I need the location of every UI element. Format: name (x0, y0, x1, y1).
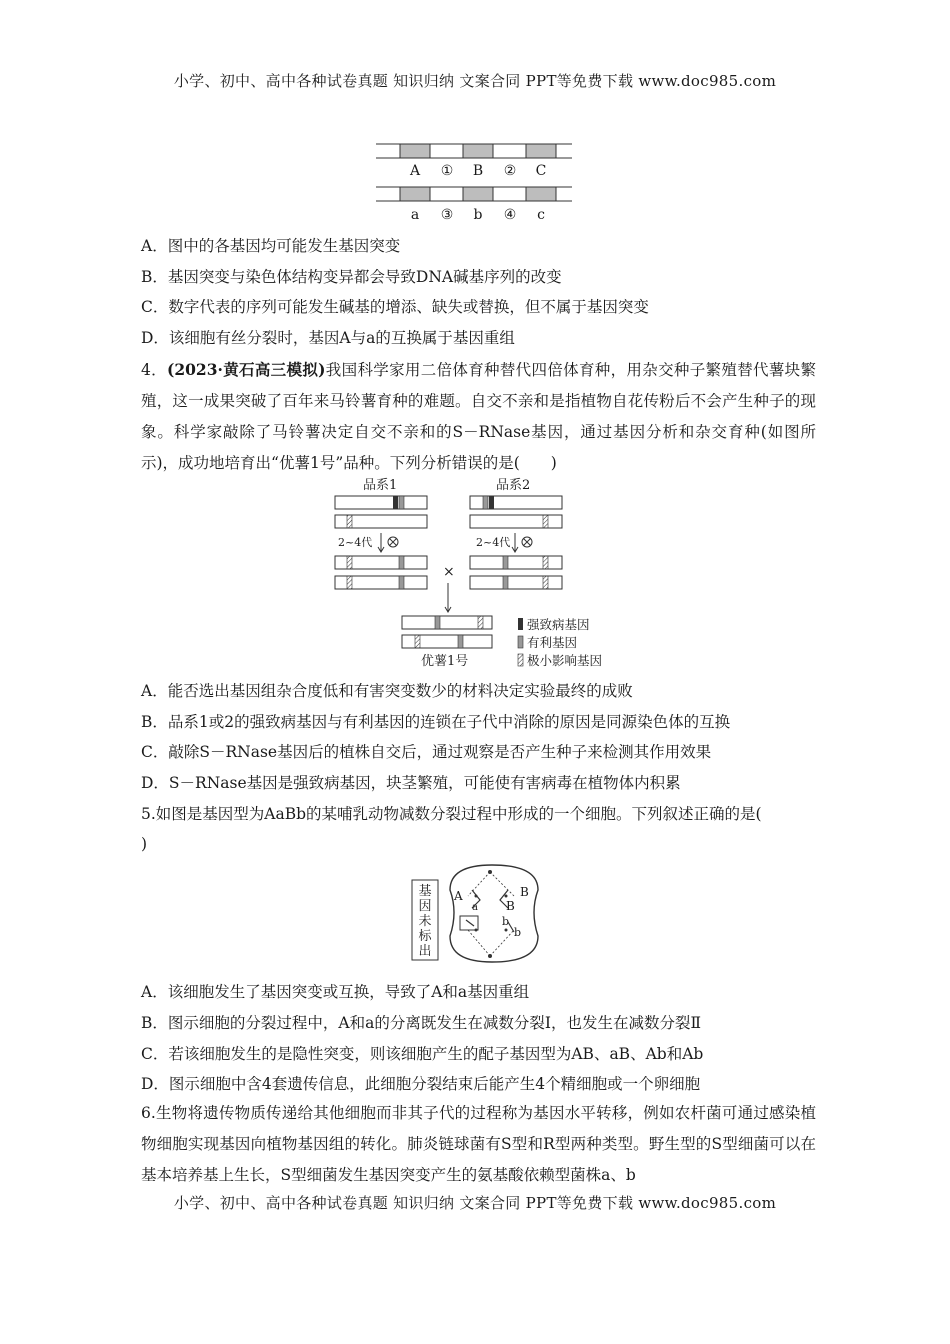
label-B: B (472, 163, 484, 179)
label-1: ① (440, 163, 454, 179)
label-A: A (409, 163, 421, 179)
label-a: a (410, 207, 420, 223)
gene-a: a (472, 902, 478, 913)
gene-A-block (400, 144, 430, 158)
legend-minor: 极小影响基因 (527, 653, 603, 668)
label-result: 优薯1号 (421, 654, 469, 669)
cross-symbol: × (443, 564, 455, 580)
q4-option-b: B．品系1或2的强致病基因与有利基因的连锁在子代中消除的原因是同源染色体的互换 (141, 713, 731, 731)
gene-b-1: b (502, 915, 510, 928)
label-c: c (537, 207, 545, 223)
q3-option-a: A．图中的各基因均可能发生基因突变 (141, 237, 401, 255)
label-4: ④ (503, 207, 517, 223)
label-C: C (535, 163, 547, 179)
gene-b-block (463, 187, 493, 201)
legend-strong-swatch (518, 618, 523, 630)
figure-breeding-diagram (333, 475, 633, 671)
q6-text: 6.生物将遗传物质传递给其他细胞而非其子代的过程称为基因水平转移，例如农杆菌可通过感染植物细胞实现基因向植物基因组的转化。肺炎链球菌有S型和R型两种类型。野生型的S型细菌可以在基本培养基上生长，S型细菌发生基因突变产生的氨基酸依赖型菌株a、b (141, 1104, 816, 1184)
q4-option-c: C．敲除S－RNase基因后的植株自交后，通过观察是否产生种子来检测其作用效果 (141, 743, 712, 761)
page-header: 小学、初中、高中各种试卷真题 知识归纳 文案合同 PPT等免费下载 www.doc985.com (173, 72, 777, 90)
gene-b-2: b (514, 926, 522, 939)
q3-option-c: C．数字代表的序列可能发生碱基的增添、缺失或替换，但不属于基因突变 (141, 298, 649, 316)
q4-option-d: D．S－RNase基因是强致病基因，块茎繁殖，可能使有害病毒在植物体内积累 (141, 774, 681, 792)
label-line2: 品系2 (496, 478, 531, 493)
label-gen2: 2~4代 (476, 536, 511, 549)
box-char-3: 未 (418, 914, 432, 929)
box-char-1: 基 (418, 884, 432, 899)
q3-option-b: B．基因突变与染色体结构变异都会导致DNA碱基序列的改变 (141, 268, 562, 286)
cell-outline (450, 865, 538, 962)
label-gen1: 2~4代 (338, 536, 373, 549)
gene-C-block (526, 144, 556, 158)
q5-option-b: B．图示细胞的分裂过程中，A和a的分离既发生在减数分裂Ⅰ，也发生在减数分裂Ⅱ (141, 1014, 701, 1032)
label-2: ② (503, 163, 517, 179)
gene-B-2: B (506, 899, 515, 913)
q4-number: 4． (141, 361, 168, 379)
figure-chromosome-pair (376, 141, 572, 225)
box-char-5: 出 (418, 944, 432, 959)
q3-option-d: D．该细胞有丝分裂时，基因A与a的互换属于基因重组 (141, 329, 515, 347)
gene-B-1: B (520, 885, 529, 899)
q5-option-a: A．该细胞发生了基因突变或互换，导致了A和a基因重组 (141, 983, 530, 1001)
gene-c-block (526, 187, 556, 201)
label-3: ③ (440, 207, 454, 223)
gene-a-block (400, 187, 430, 201)
label-b: b (473, 207, 483, 223)
q4-stem (141, 354, 816, 479)
legend-minor-swatch (518, 654, 523, 666)
label-line1: 品系1 (363, 478, 398, 493)
q4-option-a: A．能否选出基因组杂合度低和有害突变数少的材料决定实验最终的成败 (141, 682, 633, 700)
q5-stem: 5.如图是基因型为AaBb的某哺乳动物减数分裂过程中形成的一个细胞。下列叙述正确的是( (141, 805, 762, 823)
q5-stem-end: ) (141, 835, 148, 853)
legend-strong: 强致病基因 (527, 617, 590, 632)
q5-option-c: C．若该细胞发生的是隐性突变，则该细胞产生的配子基因型为AB、aB、Ab和Ab (141, 1045, 704, 1063)
legend-beneficial: 有利基因 (527, 635, 578, 650)
q4-stem-text: 我国科学家用二倍体育种替代四倍体育种，用杂交种子繁殖替代薯块繁殖，这一成果突破了百年来马铃薯育种的难题。自交不亲和是指植物自花传粉后不会产生种子的现象。科学家敲除了马铃薯决定自交不亲和的S－RNase基因，通过基因分析和杂交育种(如图所示)，成功地培育出“优薯1号”品种。下列分析错误的是( ) (141, 361, 816, 472)
page-footer: 小学、初中、高中各种试卷真题 知识归纳 文案合同 PPT等免费下载 www.doc985.com (173, 1194, 777, 1212)
gene-A: A (454, 889, 463, 903)
legend-beneficial-swatch (518, 636, 523, 648)
box-char-4: 标 (418, 929, 432, 944)
box-char-2: 因 (418, 899, 432, 914)
figure-cell (410, 860, 545, 968)
q5-option-d: D．图示细胞中含4套遗传信息，此细胞分裂结束后能产生4个精细胞或一个卵细胞 (141, 1075, 701, 1093)
gene-B-block (463, 144, 493, 158)
strong-pathogenic-gene (393, 496, 398, 509)
q4-source: (2023·黄石高三模拟) (167, 360, 326, 379)
